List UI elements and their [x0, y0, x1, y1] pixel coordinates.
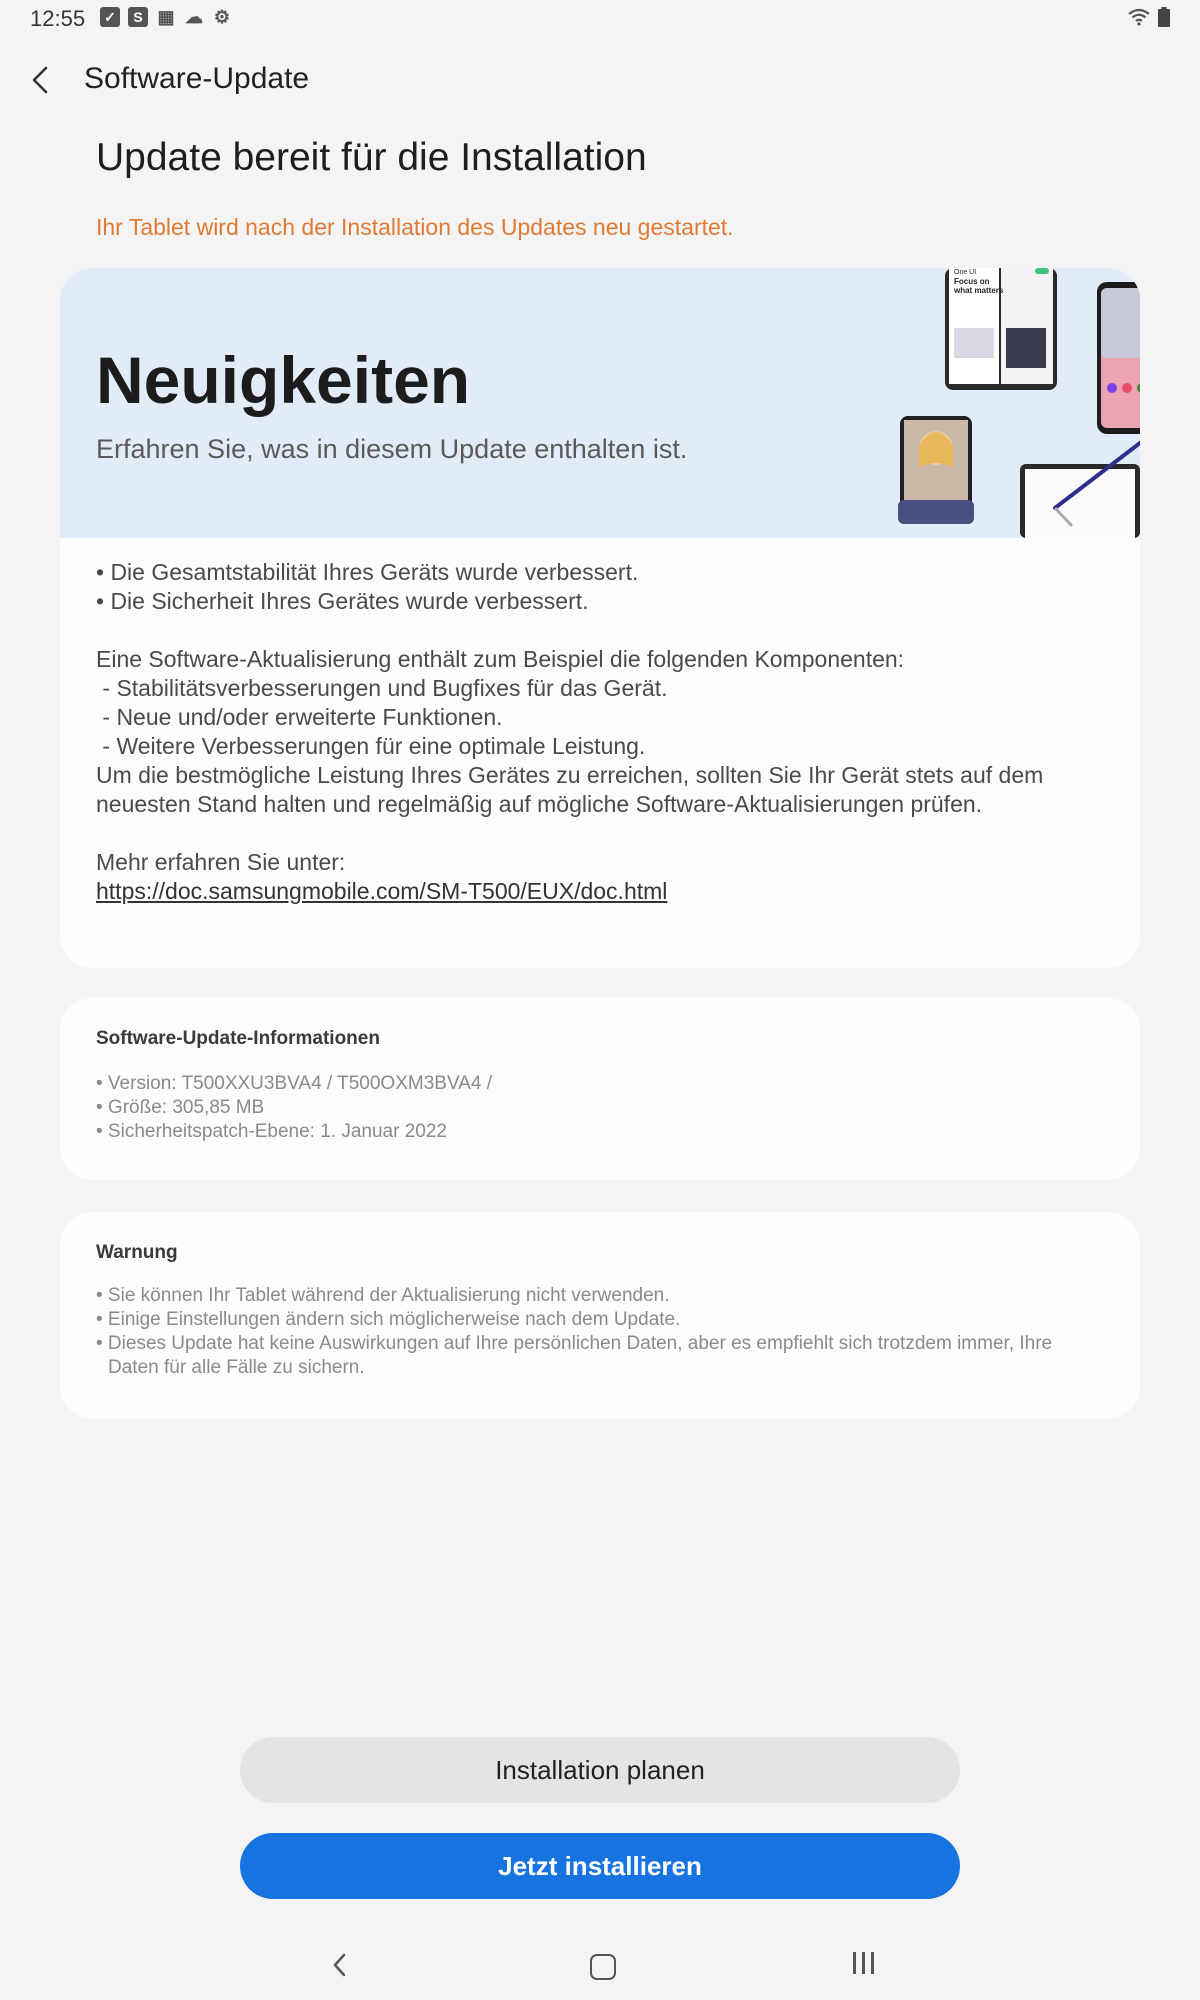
back-arrow-icon[interactable]	[26, 60, 56, 100]
install-now-button[interactable]: Jetzt installieren	[240, 1833, 960, 1899]
whats-new-hero	[60, 268, 1140, 538]
release-note-line: - Neue und/oder erweiterte Funktionen.	[96, 704, 503, 730]
wifi-icon	[1128, 8, 1150, 26]
warning-item: • Sie können Ihr Tablet während der Aktualisierung nicht verwenden.	[96, 1285, 670, 1306]
whats-new-subtitle: Erfahren Sie, was in diesem Update enthalten ist.	[96, 434, 688, 464]
status-time: 12:55	[30, 6, 86, 31]
navigation-bar	[0, 1940, 1200, 2000]
whats-new-card	[60, 268, 1140, 968]
release-note-line	[96, 819, 1106, 848]
nav-recent-apps-icon[interactable]	[853, 1952, 874, 1974]
settings-icon: ⚙	[213, 6, 231, 27]
release-note-line: - Stabilitätsverbesserungen und Bugfixes für das Gerät.	[96, 675, 668, 701]
schedule-installation-button[interactable]: Installation planen	[240, 1737, 960, 1803]
release-notes	[96, 558, 1106, 906]
release-note-line: - Weitere Verbesserungen für eine optimale Leistung.	[96, 733, 646, 759]
release-note-line: • Die Sicherheit Ihres Gerätes wurde verbessert.	[96, 588, 589, 614]
s-app-icon: S	[128, 7, 148, 27]
status-bar	[0, 0, 1200, 38]
device-text-2: Focus on	[954, 277, 990, 286]
warning-card	[60, 1212, 1140, 1418]
page-title: Software-Update	[84, 62, 310, 95]
nav-home-icon[interactable]	[590, 1954, 616, 1980]
device-text-3: what matters	[954, 286, 1004, 295]
size-text: • Größe: 305,85 MB	[96, 1097, 265, 1118]
update-ready-heading: Update bereit für die Installation	[96, 136, 647, 179]
update-info-card	[60, 998, 1140, 1180]
warning-item: • Dieses Update hat keine Auswirkungen auf Ihre persönlichen Daten, aber es empfiehlt sich trotzdem immer, Ihre Daten für alle Fälle zu sichern.	[96, 1333, 1053, 1378]
nav-back-icon[interactable]	[330, 1952, 350, 1978]
warning-heading: Warnung	[96, 1242, 178, 1263]
restart-notice: Ihr Tablet wird nach der Installation des Updates neu gestartet.	[96, 214, 734, 240]
notification-icons	[100, 7, 232, 27]
whats-new-title: Neuigkeiten	[96, 343, 471, 417]
release-note-line: Mehr erfahren Sie unter:	[96, 849, 346, 875]
system-icons	[1128, 7, 1170, 27]
release-note-line	[96, 616, 1106, 645]
warning-item: • Einige Einstellungen ändern sich möglicherweise nach dem Update.	[96, 1309, 681, 1330]
warning-list	[96, 1284, 1106, 1380]
weather-icon: ☁	[185, 6, 203, 27]
news-icon: ▦	[157, 6, 175, 27]
documentation-link[interactable]: https://doc.samsungmobile.com/SM-T500/EUX/doc.html	[96, 878, 668, 904]
security-patch-text: • Sicherheitspatch-Ebene: 1. Januar 2022	[96, 1121, 447, 1142]
release-note-line: • Die Gesamtstabilität Ihres Geräts wurde verbessert.	[96, 559, 639, 585]
version-text: • Version: T500XXU3BVA4 / T500OXM3BVA4 /	[96, 1073, 493, 1094]
update-info-heading: Software-Update-Informationen	[96, 1028, 380, 1049]
checkbox-icon: ✓	[100, 7, 120, 27]
devices-illustration	[840, 268, 1140, 538]
app-bar	[0, 52, 1200, 108]
release-note-line: Eine Software-Aktualisierung enthält zum Beispiel die folgenden Komponenten:	[96, 646, 905, 672]
battery-icon	[1158, 7, 1170, 27]
release-note-line: Um die bestmögliche Leistung Ihres Gerätes zu erreichen, sollten Sie Ihr Gerät stets auf dem neuesten Stand halten und regelmäßig auf mögliche Software-Aktualisierungen prüfen.	[96, 762, 1050, 817]
update-info-list	[96, 1072, 1106, 1144]
device-text-1: One UI	[954, 269, 977, 276]
